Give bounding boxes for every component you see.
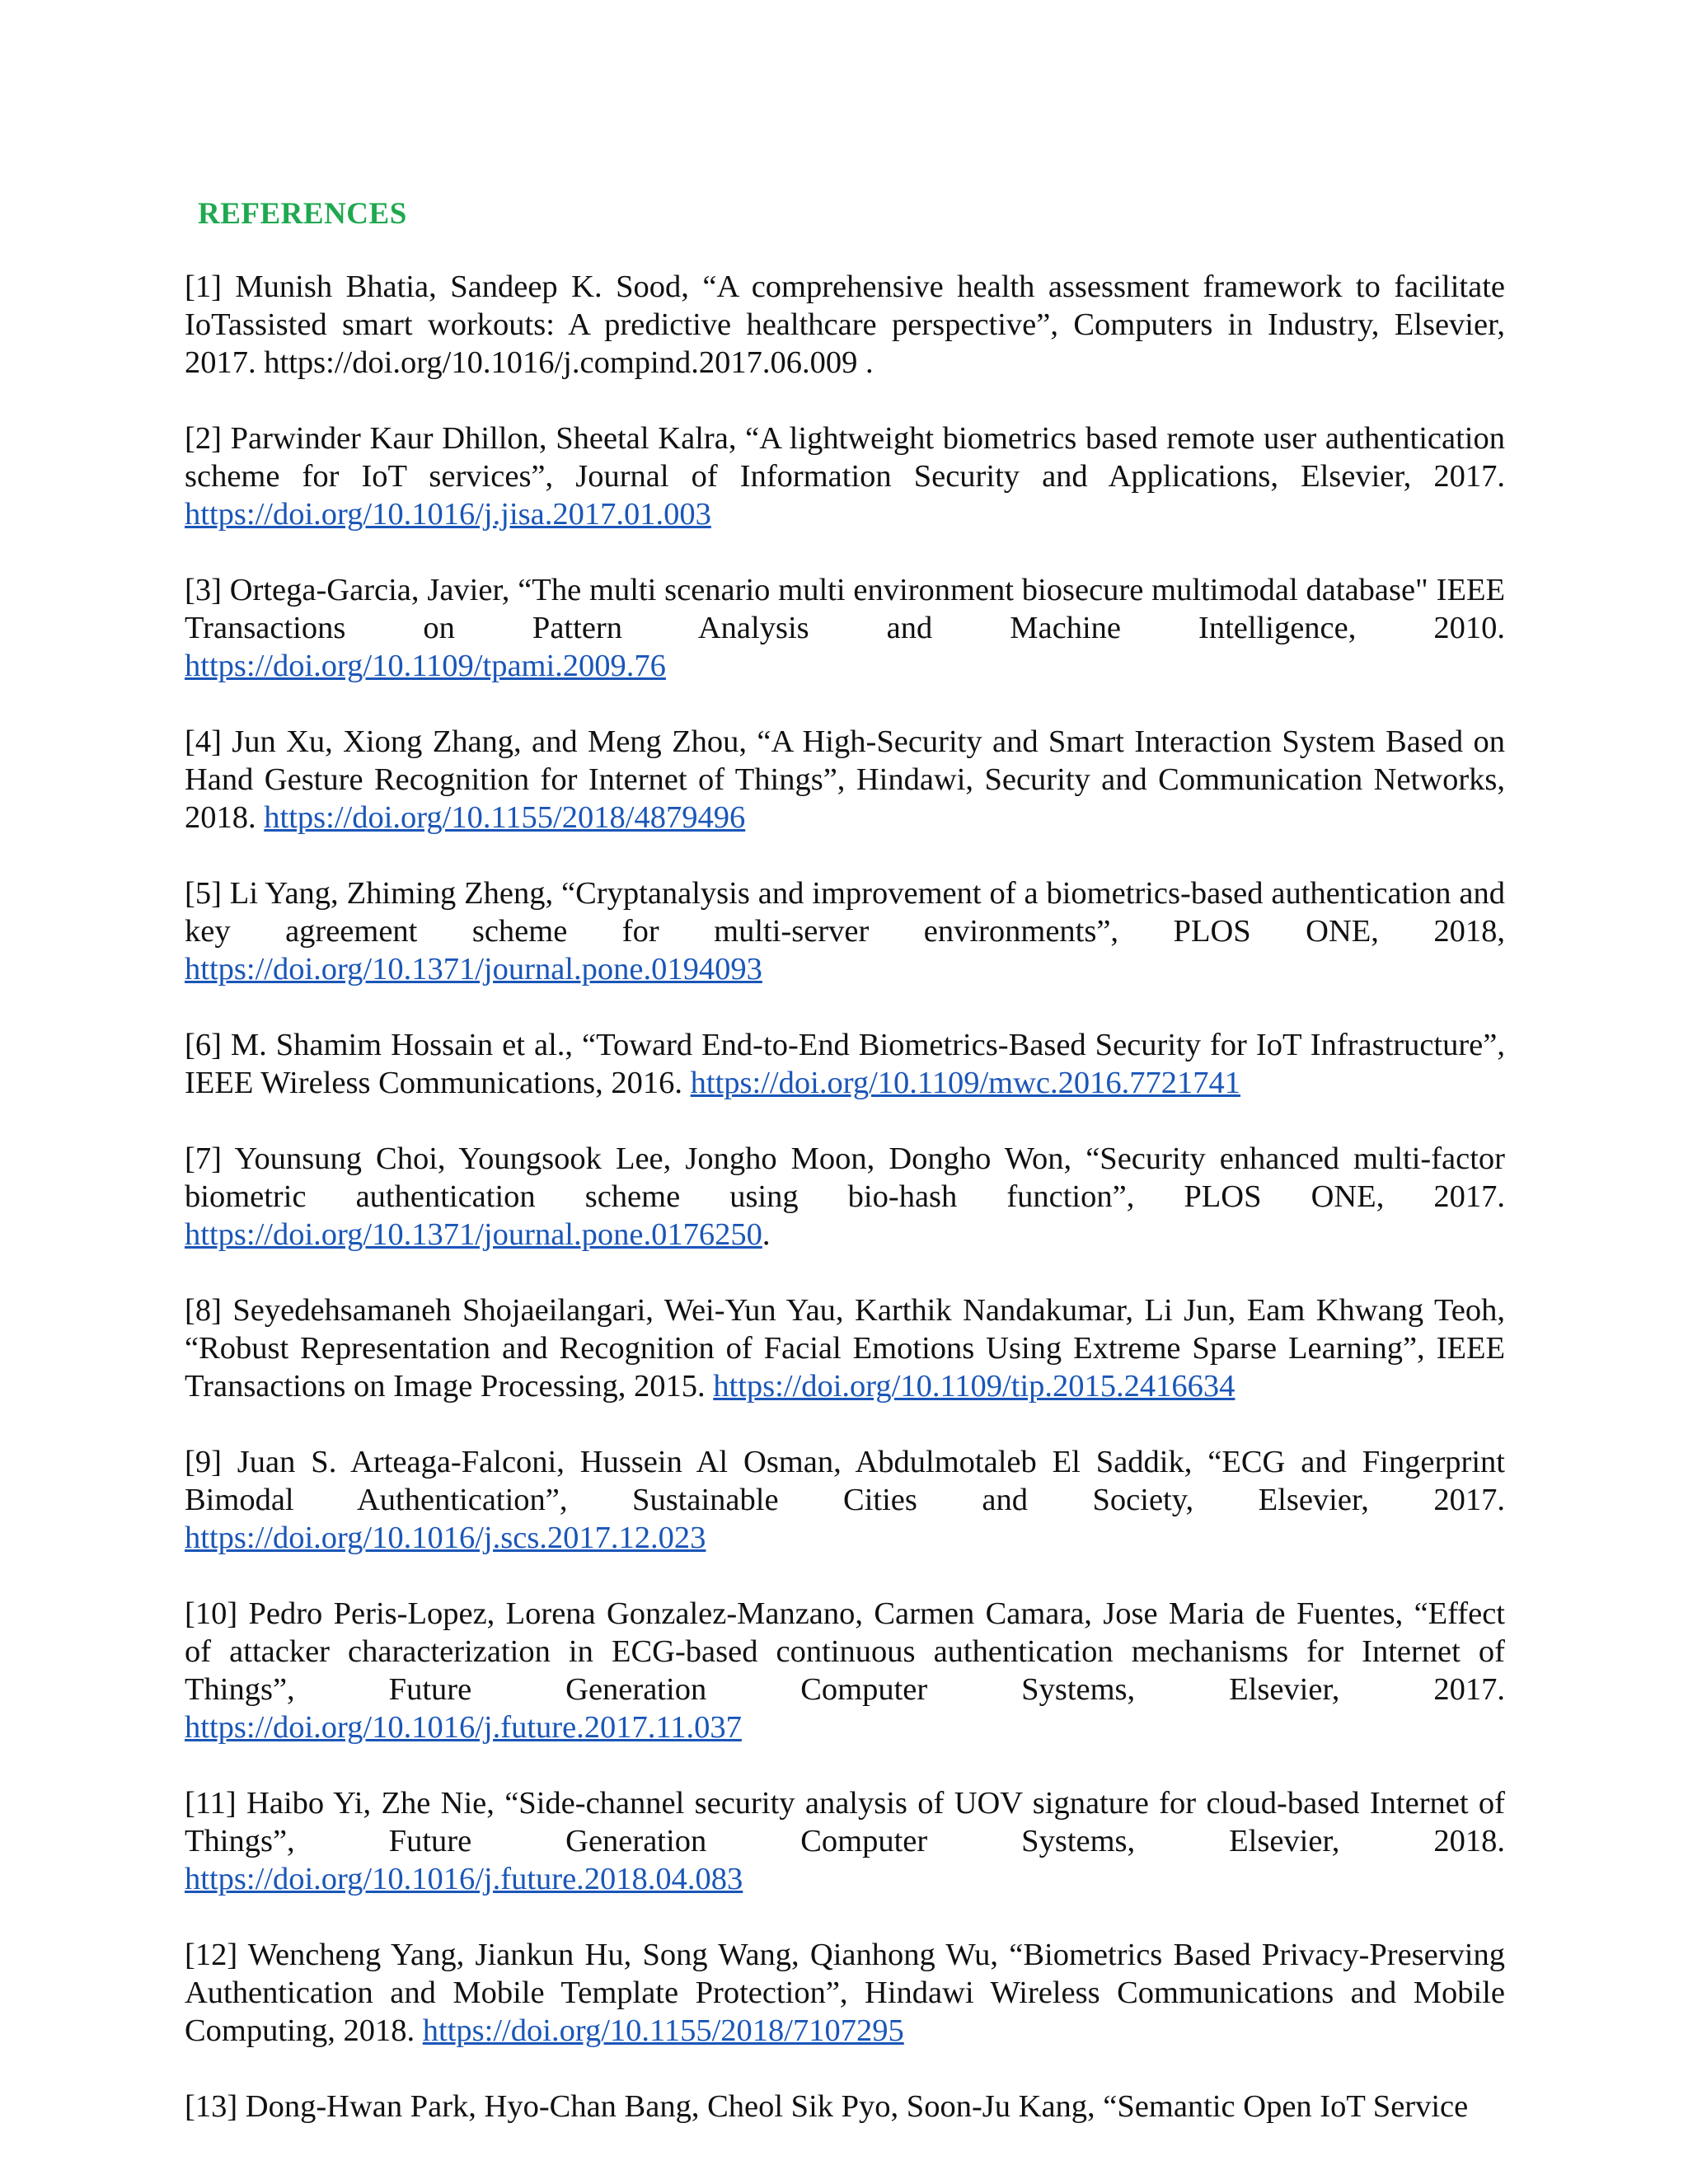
reference-doi-link[interactable]: https://doi.org/10.1016/j.future.2018.04.083	[185, 1862, 743, 1896]
reference-item	[185, 1026, 1505, 1102]
reference-doi-link[interactable]: https://doi.org/10.1371/journal.pone.0194093	[185, 952, 762, 987]
reference-doi-link[interactable]: https://doi.org/10.1109/tip.2015.2416634	[713, 1369, 1236, 1404]
reference-doi-link[interactable]: https://doi.org/10.1109/tpami.2009.76	[185, 649, 666, 683]
reference-text: [3] Ortega-Garcia, Javier, “The multi scenario multi environment biosecure multimodal database" IEEE Transactions on Pattern Analysis and Machine Intelligence, 2010.	[185, 573, 1505, 645]
reference-text: [7] Younsung Choi, Youngsook Lee, Jongho Moon, Dongho Won, “Security enhanced multi-factor biometric authentication scheme using bio-hash function”, PLOS ONE, 2017.	[185, 1141, 1505, 1214]
reference-item	[185, 571, 1505, 685]
reference-item	[185, 1291, 1505, 1405]
reference-text: [11] Haibo Yi, Zhe Nie, “Side-channel security analysis of UOV signature for cloud-based Internet of Things”, Future Generation Computer Systems, Elsevier, 2018.	[185, 1786, 1505, 1858]
reference-item	[185, 1443, 1505, 1557]
reference-suffix: .	[762, 1217, 771, 1252]
reference-text: [5] Li Yang, Zhiming Zheng, “Cryptanalysis and improvement of a biometrics-based authentication and key agreement scheme for multi-server environments”, PLOS ONE, 2018,	[185, 876, 1505, 949]
reference-doi-link[interactable]: https://doi.org/10.1016/j.scs.2017.12.023	[185, 1521, 706, 1555]
reference-text: [1] Munish Bhatia, Sandeep K. Sood, “A comprehensive health assessment framework to facilitate IoTassisted smart workouts: A predictive healthcare perspective”, Computers in Industry, Elsevier, 2017.	[185, 269, 1505, 380]
reference-doi-link[interactable]: https://doi.org/10.1155/2018/7107295	[422, 2013, 904, 2048]
reference-text: [9] Juan S. Arteaga-Falconi, Hussein Al Osman, Abdulmotaleb El Saddik, “ECG and Fingerprint Bimodal Authentication”, Sustainable Cities and Society, Elsevier, 2017.	[185, 1445, 1505, 1517]
reference-doi-link[interactable]: https://doi.org/10.1109/mwc.2016.7721741	[690, 1066, 1240, 1100]
reference-item	[185, 1936, 1505, 2050]
references-heading: REFERENCES	[198, 197, 407, 231]
reference-item	[185, 1140, 1505, 1254]
reference-doi-link[interactable]: https://doi.org/10.1016/j.jisa.2017.01.003	[185, 497, 711, 532]
reference-text: [8] Seyedehsamaneh Shojaeilangari, Wei-Yun Yau, Karthik Nandakumar, Li Jun, Eam Khwang Teoh, “Robust Representation and Recognition of Facial Emotions Using Extreme Sparse Learning”, IEEE Transactions on Image Processing, 2015.	[185, 1293, 1505, 1404]
reference-doi-link[interactable]: https://doi.org/10.1155/2018/4879496	[264, 800, 746, 835]
reference-item	[185, 419, 1505, 533]
reference-text: [12] Wencheng Yang, Jiankun Hu, Song Wang, Qianhong Wu, “Biometrics Based Privacy-Preserving Authentication and Mobile Template Protection”, Hindawi Wireless Communications and Mobile Computing, 2018.	[185, 1938, 1505, 2048]
reference-doi-link[interactable]: https://doi.org/10.1016/j.future.2017.11.037	[185, 1710, 742, 1745]
reference-text: [13] Dong-Hwan Park, Hyo-Chan Bang, Cheol Sik Pyo, Soon-Ju Kang, “Semantic Open IoT Service	[185, 2089, 1469, 2124]
reference-item	[185, 1595, 1505, 1746]
reference-text: [2] Parwinder Kaur Dhillon, Sheetal Kalra, “A lightweight biometrics based remote user authentication scheme for IoT services”, Journal of Information Security and Applications, Elsevier, 2017.	[185, 421, 1505, 494]
reference-list	[185, 268, 1505, 2163]
reference-item	[185, 268, 1505, 382]
reference-item	[185, 723, 1505, 837]
reference-doi-link[interactable]: https://doi.org/10.1371/journal.pone.0176250	[185, 1217, 762, 1252]
reference-text: [4] Jun Xu, Xiong Zhang, and Meng Zhou, “A High-Security and Smart Interaction System Based on Hand Gesture Recognition for Internet of Things”, Hindawi, Security and Communication Networks, 2018.	[185, 724, 1505, 835]
reference-item	[185, 874, 1505, 988]
reference-text: [6] M. Shamim Hossain et al., “Toward End-to-End Biometrics-Based Security for IoT Infrastructure”, IEEE Wireless Communications, 2016.	[185, 1028, 1505, 1100]
reference-doi-text: https://doi.org/10.1016/j.compind.2017.06.009 .	[264, 345, 874, 380]
reference-item	[185, 1784, 1505, 1898]
reference-item	[185, 2088, 1505, 2125]
reference-text: [10] Pedro Peris-Lopez, Lorena Gonzalez-Manzano, Carmen Camara, Jose Maria de Fuentes, “Effect of attacker characterization in ECG-based continuous authentication mechanisms for Internet of Things”, Future Generation Computer Systems, Elsevier, 2017.	[185, 1596, 1505, 1707]
